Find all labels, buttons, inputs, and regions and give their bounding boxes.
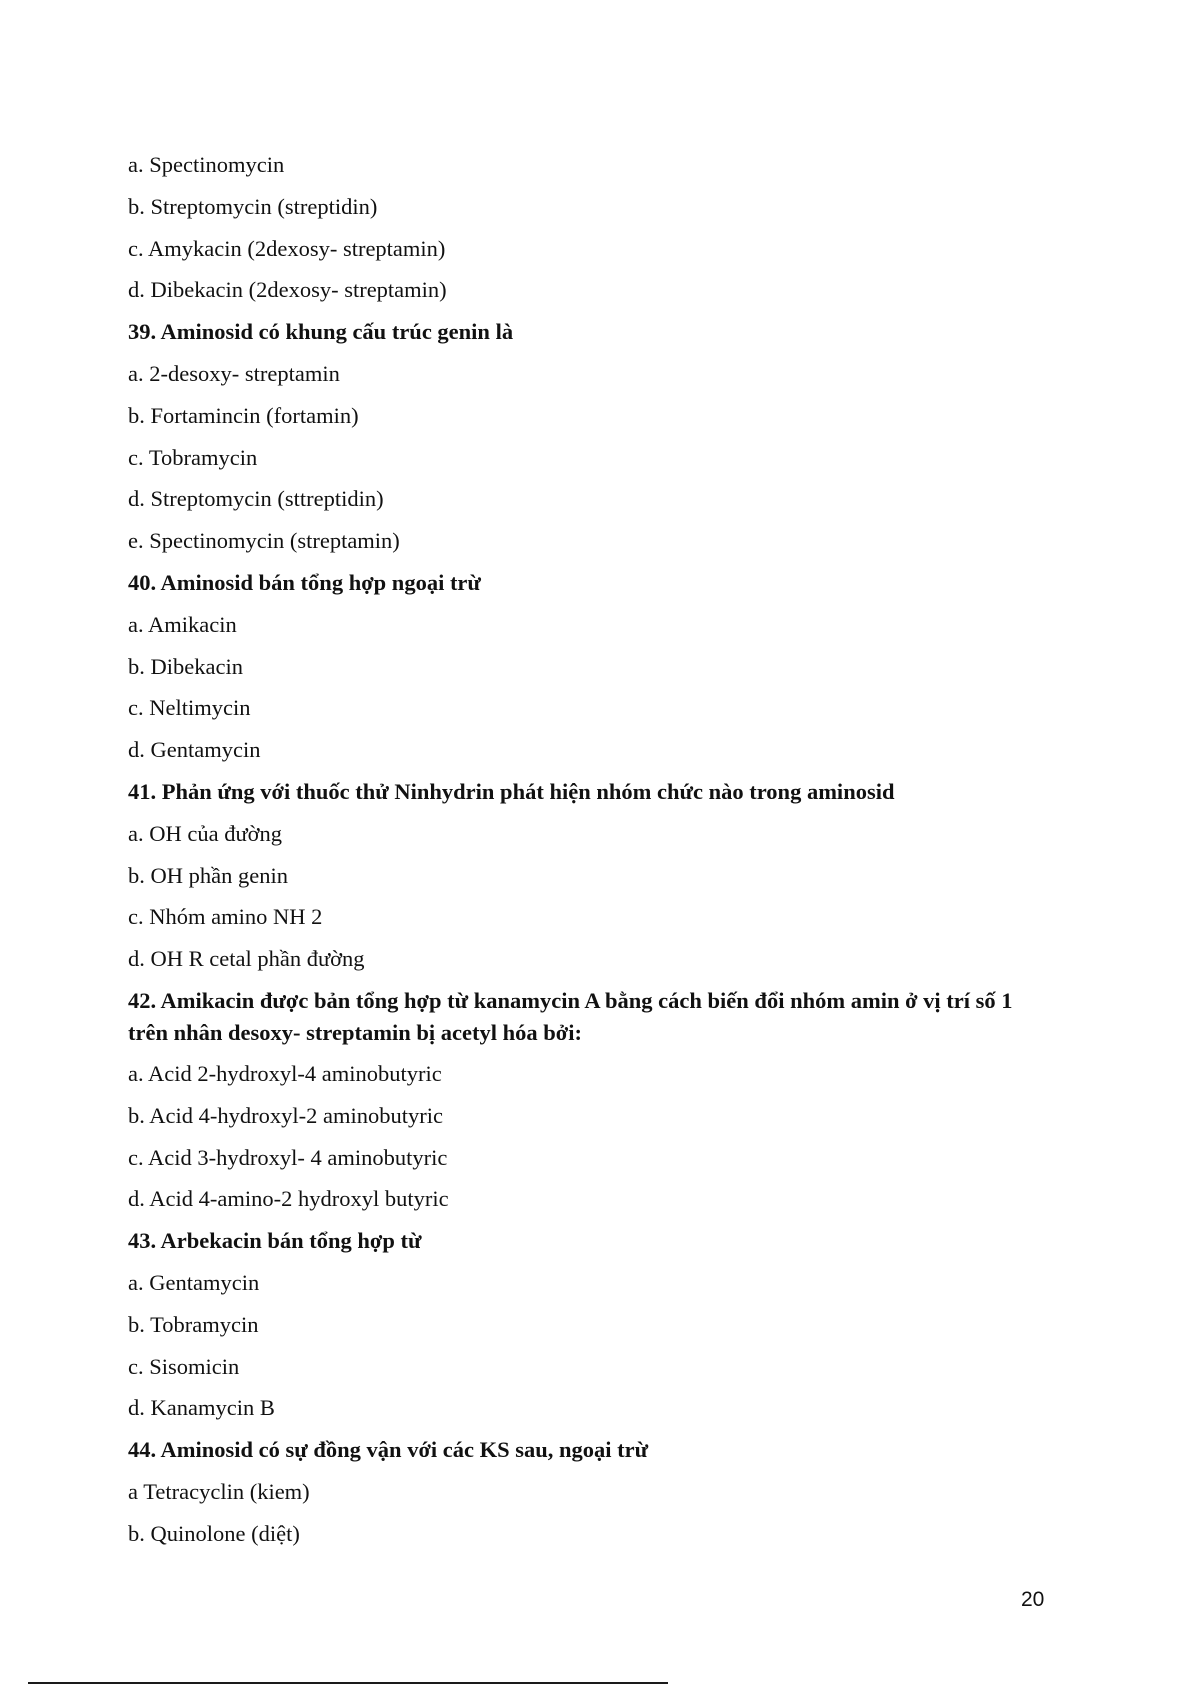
answer-option: b. Streptomycin (streptidin) (128, 193, 378, 219)
page-number: 20 (1021, 1588, 1045, 1611)
question-heading: 41. Phản ứng với thuốc thử Ninhydrin phát hiện nhóm chức nào trong aminosid (128, 778, 895, 804)
question-heading: 42. Amikacin được bản tổng hợp từ kanamycin A bằng cách biến đổi nhóm amin ở vị trí số 1 trên nhân desoxy- streptamin bị acetyl hóa bởi: (128, 987, 1013, 1045)
answer-option: b. Quinolone (diệt) (128, 1520, 300, 1546)
answer-option: d. Acid 4-amino-2 hydroxyl butyric (128, 1186, 449, 1212)
answer-option: a. Amikacin (128, 611, 237, 637)
answer-option: c. Tobramycin (128, 444, 258, 470)
question-heading: 43. Arbekacin bán tổng hợp từ (128, 1228, 422, 1254)
answer-option: b. Tobramycin (128, 1311, 259, 1337)
document-body (128, 144, 1048, 1555)
answer-option: c. Sisomicin (128, 1353, 240, 1379)
question-heading: 44. Aminosid có sự đồng vận với các KS sau, ngoại trừ (128, 1437, 649, 1463)
answer-option: d. Streptomycin (sttreptidin) (128, 486, 384, 512)
answer-option: a. Spectinomycin (128, 152, 285, 177)
answer-option: b. Acid 4-hydroxyl-2 aminobutyric (128, 1102, 443, 1128)
answer-option: b. OH phần genin (128, 862, 288, 888)
answer-option: a. Gentamycin (128, 1269, 260, 1295)
answer-option: c. Neltimycin (128, 695, 251, 721)
question-heading: 40. Aminosid bán tổng hợp ngoại trừ (128, 569, 481, 595)
answer-option: d. OH R cetal phần đường (128, 946, 365, 972)
answer-option: e. Spectinomycin (streptamin) (128, 528, 400, 554)
answer-option: c. Amykacin (2dexosy- streptamin) (128, 235, 446, 261)
answer-option: a. OH của đường (128, 820, 283, 846)
answer-option: a. 2-desoxy- streptamin (128, 360, 340, 386)
answer-option: b. Fortamincin (fortamin) (128, 402, 359, 428)
answer-option: d. Kanamycin B (128, 1395, 275, 1421)
answer-option: b. Dibekacin (128, 653, 243, 679)
answer-option: d. Gentamycin (128, 737, 261, 763)
answer-option: a. Acid 2-hydroxyl-4 aminobutyric (128, 1060, 442, 1086)
answer-option: c. Nhóm amino NH 2 (128, 904, 323, 930)
answer-option: a Tetracyclin (kiem) (128, 1478, 310, 1504)
bottom-divider (28, 1682, 668, 1684)
answer-option: d. Dibekacin (2dexosy- streptamin) (128, 277, 447, 303)
question-heading: 39. Aminosid có khung cấu trúc genin là (128, 319, 514, 345)
bottom-divider-dashed (596, 1682, 668, 1684)
answer-option: c. Acid 3-hydroxyl- 4 aminobutyric (128, 1144, 448, 1170)
